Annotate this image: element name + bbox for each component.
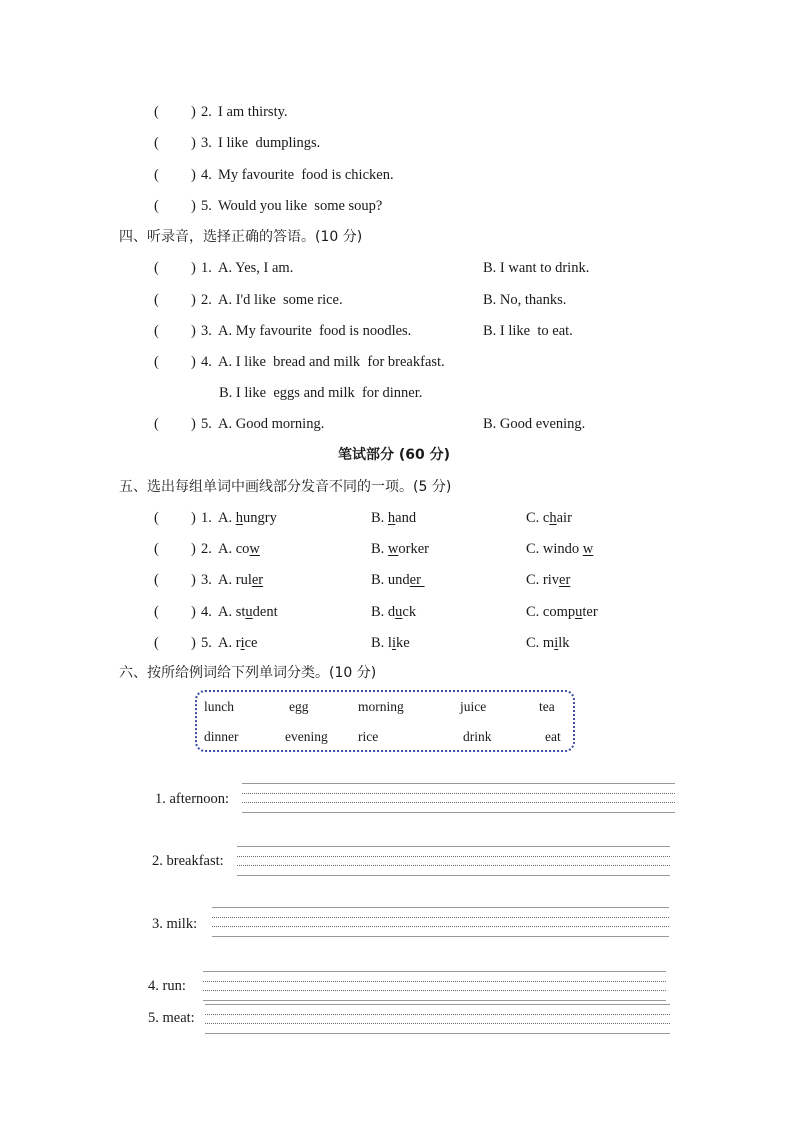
option-a <box>218 603 278 621</box>
underlined-part: i <box>554 635 559 651</box>
category-label-milk: 3. milk: <box>152 916 198 932</box>
category-label-run: 4. run: <box>148 978 186 994</box>
word-part: rul <box>235 572 252 588</box>
option-c <box>526 603 598 621</box>
answer-paren-close: ) <box>191 167 196 183</box>
option-b <box>371 509 416 527</box>
underlined-part: i <box>240 635 245 651</box>
item-text: Would you like some soup? <box>218 198 383 214</box>
answer-paren-open: ( <box>154 510 159 526</box>
writing-lines-afternoon[interactable] <box>242 783 675 815</box>
answer-paren-close: ) <box>191 260 196 276</box>
underlined-part: h <box>549 510 557 526</box>
option-b: B. I like to eat. <box>483 323 573 339</box>
answer-paren-close: ) <box>191 198 196 214</box>
word-bank-word: egg <box>289 699 309 714</box>
word-bank-word: tea <box>539 699 555 714</box>
option-a <box>218 509 277 527</box>
answer-paren-open: ( <box>154 167 159 183</box>
option-a: A. I'd like some rice. <box>218 292 343 308</box>
answer-paren-close: ) <box>191 354 196 370</box>
word-part: ter <box>582 604 598 620</box>
option-label: B. <box>371 541 388 557</box>
item-number: 4. <box>201 354 212 370</box>
word-part: und <box>387 572 410 588</box>
item-number: 4. <box>201 604 212 620</box>
option-b <box>371 603 416 621</box>
written-part-title: 笔试部分 (60 分) <box>338 447 451 463</box>
option-label: A. <box>218 572 236 588</box>
answer-paren-open: ( <box>154 292 159 308</box>
word-bank-word: eat <box>545 729 561 744</box>
answer-paren-open: ( <box>154 198 159 214</box>
answer-paren-close: ) <box>191 541 196 557</box>
underlined-part: w <box>387 541 399 557</box>
option-a: A. Yes, I am. <box>218 260 294 276</box>
word-bank-word: rice <box>358 729 379 744</box>
underlined-part: h <box>387 510 396 526</box>
underlined-part: er <box>251 572 264 588</box>
underlined-part: w <box>249 541 260 557</box>
item-number: 1. <box>201 510 212 526</box>
word-part: windo <box>542 541 583 557</box>
item-text: I am thirsty. <box>218 104 288 120</box>
writing-lines-breakfast[interactable] <box>237 846 670 878</box>
answer-paren-open: ( <box>154 104 159 120</box>
item-number: 5. <box>201 198 212 214</box>
option-label: B. <box>371 604 388 620</box>
answer-paren-close: ) <box>191 572 196 588</box>
option-b <box>371 540 429 558</box>
word-part: r <box>235 635 241 651</box>
item-number: 2. <box>201 104 212 120</box>
option-a <box>218 571 263 589</box>
writing-lines-meat[interactable] <box>205 1004 670 1036</box>
category-label-afternoon: 1. afternoon: <box>155 791 230 807</box>
underlined-part: u <box>395 604 403 620</box>
word-part: dent <box>252 604 278 620</box>
underlined-part: w <box>582 541 594 557</box>
underlined-part: u <box>245 604 253 620</box>
option-label: B. <box>371 635 388 651</box>
answer-paren-open: ( <box>154 416 159 432</box>
item-number: 4. <box>201 167 212 183</box>
option-b <box>371 634 410 652</box>
option-label: B. <box>371 572 388 588</box>
option-label: C. <box>526 635 543 651</box>
option-label: C. <box>526 572 543 588</box>
word-bank-word: drink <box>463 729 492 744</box>
word-part: air <box>556 510 572 526</box>
item-number: 3. <box>201 572 212 588</box>
underlined-part: h <box>235 510 243 526</box>
answer-paren-close: ) <box>191 635 196 651</box>
answer-paren-open: ( <box>154 260 159 276</box>
option-a <box>218 540 260 558</box>
item-number: 1. <box>201 260 212 276</box>
item-number: 3. <box>201 323 212 339</box>
answer-paren-open: ( <box>154 635 159 651</box>
answer-paren-close: ) <box>191 323 196 339</box>
word-part: and <box>395 510 417 526</box>
word-part: d <box>387 604 396 620</box>
item-number: 5. <box>201 635 212 651</box>
option-a: A. My favourite food is noodles. <box>218 323 412 339</box>
answer-paren-open: ( <box>154 572 159 588</box>
option-b: B. Good evening. <box>483 416 586 432</box>
category-label-breakfast: 2. breakfast: <box>152 853 224 869</box>
option-label: C. <box>526 541 543 557</box>
word-part: lk <box>558 635 570 651</box>
option-b: B. No, thanks. <box>483 292 567 308</box>
option-a <box>218 634 257 652</box>
item-number: 3. <box>201 135 212 151</box>
answer-paren-close: ) <box>191 104 196 120</box>
answer-paren-close: ) <box>191 604 196 620</box>
section4-heading: 四、听录音，选择正确的答语。(10 分) <box>119 229 363 245</box>
item-text: My favourite food is chicken. <box>218 167 394 183</box>
word-bank-word: evening <box>285 729 328 744</box>
word-part: ungry <box>242 510 277 526</box>
word-part: l <box>387 635 392 651</box>
item-number: 2. <box>201 541 212 557</box>
item-text: I like dumplings. <box>218 135 321 151</box>
section5-heading: 五、选出每组单词中画线部分发音不同的一项。(5 分) <box>119 479 452 495</box>
word-part: ck <box>402 604 417 620</box>
word-bank-word: dinner <box>204 729 239 744</box>
option-label: A. <box>218 510 236 526</box>
answer-paren-open: ( <box>154 354 159 370</box>
writing-lines-milk[interactable] <box>212 907 669 939</box>
answer-paren-open: ( <box>154 323 159 339</box>
option-b: B. I like eggs and milk for dinner. <box>219 385 423 401</box>
word-bank-word: lunch <box>204 699 234 714</box>
word-part: ke <box>395 635 410 651</box>
option-label: A. <box>218 635 236 651</box>
word-bank-word: juice <box>460 699 487 714</box>
option-label: B. <box>371 510 388 526</box>
answer-paren-open: ( <box>154 604 159 620</box>
option-c <box>526 634 570 652</box>
option-label: C. <box>526 510 543 526</box>
item-number: 5. <box>201 416 212 432</box>
category-label-meat: 5. meat: <box>148 1010 195 1026</box>
word-bank-box <box>195 690 575 752</box>
word-part: ce <box>244 635 258 651</box>
underlined-part: i <box>391 635 396 651</box>
underlined-part: er <box>559 572 571 588</box>
item-number: 2. <box>201 292 212 308</box>
section6-heading: 六、按所给例词给下列单词分类。(10 分) <box>119 665 377 681</box>
option-a: A. I like bread and milk for breakfast. <box>218 354 445 370</box>
word-part: riv <box>542 572 560 588</box>
answer-paren-open: ( <box>154 135 159 151</box>
answer-paren-close: ) <box>191 135 196 151</box>
word-bank-word: morning <box>358 699 404 714</box>
option-label: C. <box>526 604 543 620</box>
answer-paren-close: ) <box>191 292 196 308</box>
underlined-part: u <box>575 604 583 620</box>
answer-paren-close: ) <box>191 416 196 432</box>
option-c <box>526 540 593 558</box>
option-a: A. Good morning. <box>218 416 325 432</box>
writing-lines-run[interactable] <box>203 971 666 1003</box>
option-label: A. <box>218 604 236 620</box>
word-part: orker <box>398 541 429 557</box>
word-part: c <box>542 510 550 526</box>
word-part: comp <box>542 604 576 620</box>
word-part: co <box>235 541 250 557</box>
answer-paren-open: ( <box>154 541 159 557</box>
word-part: st <box>235 604 246 620</box>
option-c <box>526 571 570 589</box>
answer-paren-close: ) <box>191 510 196 526</box>
option-label: A. <box>218 541 236 557</box>
option-b: B. I want to drink. <box>483 260 590 276</box>
word-part: m <box>542 635 555 651</box>
option-c <box>526 509 572 527</box>
option-b <box>371 571 425 589</box>
underlined-part: er <box>409 572 425 588</box>
